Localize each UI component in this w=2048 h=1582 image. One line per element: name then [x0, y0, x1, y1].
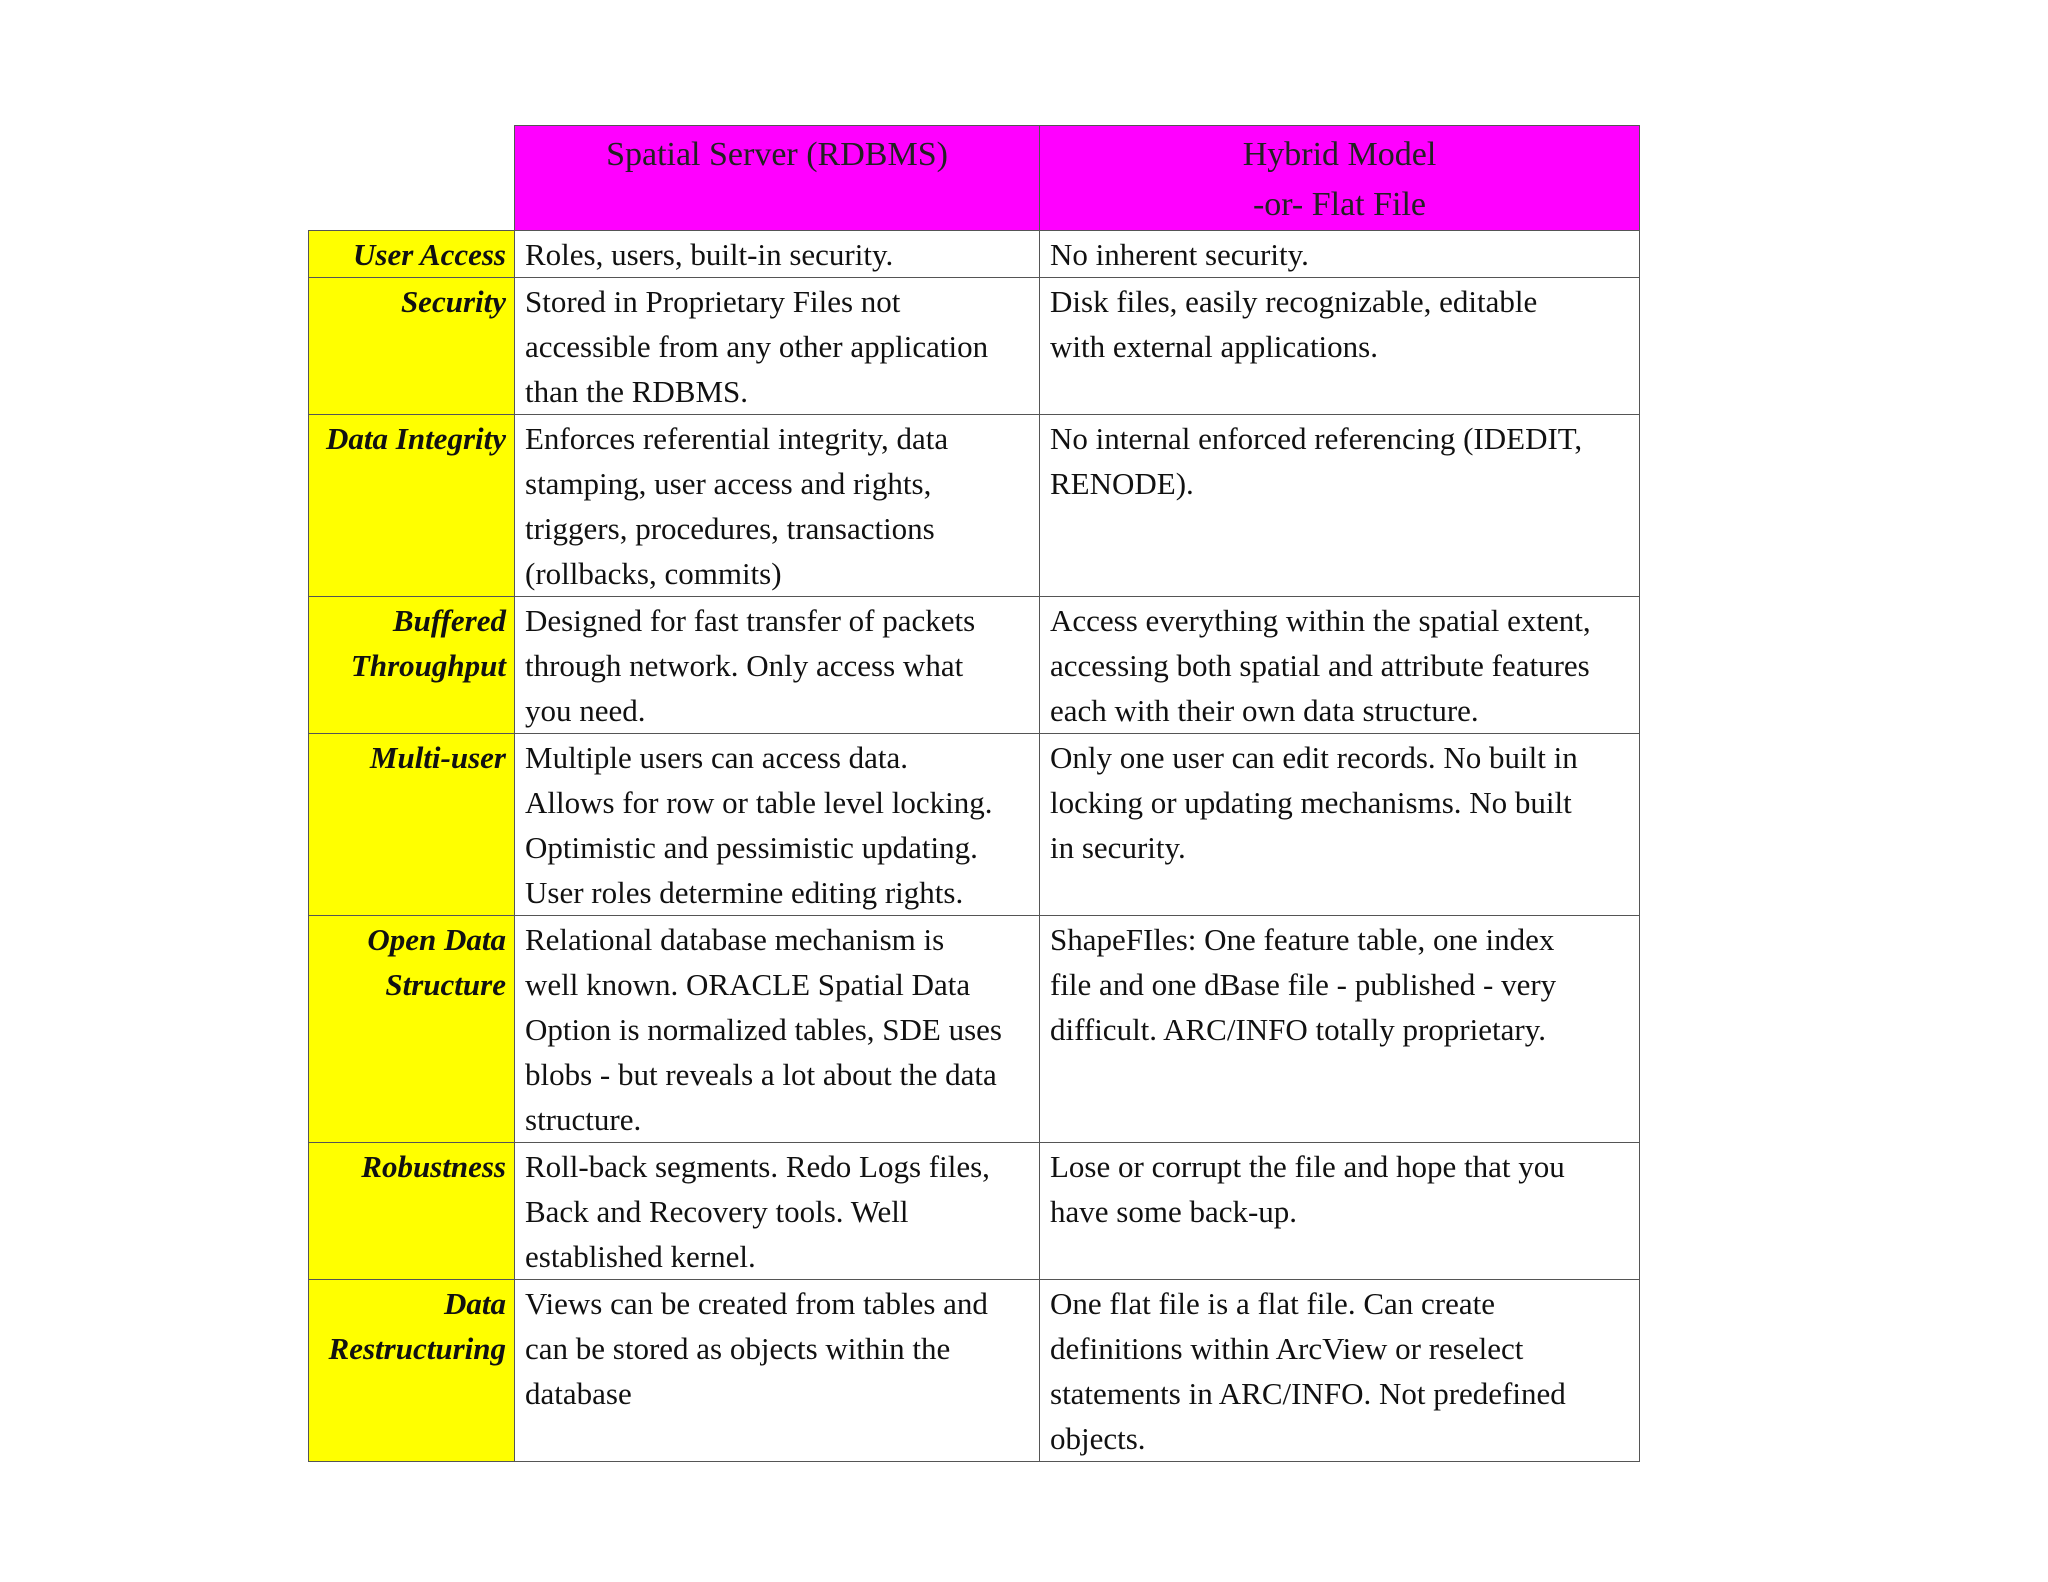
- cell-spatial-server: Roles, users, built-in security.: [515, 231, 1040, 278]
- header-hybrid-model: Hybrid Model -or- Flat File: [1040, 126, 1640, 231]
- cell-hybrid-model: Access everything within the spatial extent, accessing both spatial and attribute features each with their own data structure.: [1040, 597, 1640, 734]
- table-row: [309, 415, 1640, 597]
- row-label-robustness: Robustness: [309, 1143, 515, 1280]
- table-row: [309, 231, 1640, 278]
- cell-hybrid-model: Disk files, easily recognizable, editable with external applications.: [1040, 278, 1640, 415]
- row-label-security: Security: [309, 278, 515, 415]
- cell-spatial-server: Stored in Proprietary Files not accessible from any other application than the RDBMS.: [515, 278, 1040, 415]
- cell-hybrid-model: No internal enforced referencing (IDEDIT, RENODE).: [1040, 415, 1640, 597]
- cell-spatial-server: Multiple users can access data. Allows for row or table level locking. Optimistic and pessimistic updating. User roles determine editing rights.: [515, 734, 1040, 916]
- comparison-table-container: [308, 125, 1640, 1462]
- table-row: [309, 1143, 1640, 1280]
- row-label-buffered-throughput: Buffered Throughput: [309, 597, 515, 734]
- cell-hybrid-model: Lose or corrupt the file and hope that you have some back-up.: [1040, 1143, 1640, 1280]
- cell-spatial-server: Designed for fast transfer of packets through network. Only access what you need.: [515, 597, 1040, 734]
- header-corner-cell: [309, 126, 515, 231]
- table-row: [309, 278, 1640, 415]
- cell-hybrid-model: ShapeFIles: One feature table, one index file and one dBase file - published - very difficult. ARC/INFO totally proprietary.: [1040, 916, 1640, 1143]
- table-row: [309, 1280, 1640, 1462]
- row-label-open-data-structure: Open Data Structure: [309, 916, 515, 1143]
- table-row: [309, 597, 1640, 734]
- cell-spatial-server: Relational database mechanism is well known. ORACLE Spatial Data Option is normalized tables, SDE uses blobs - but reveals a lot about the data structure.: [515, 916, 1040, 1143]
- cell-spatial-server: Views can be created from tables and can be stored as objects within the database: [515, 1280, 1040, 1462]
- row-label-user-access: User Access: [309, 231, 515, 278]
- cell-spatial-server: Roll-back segments. Redo Logs files, Back and Recovery tools. Well established kernel.: [515, 1143, 1040, 1280]
- header-row: [309, 126, 1640, 231]
- cell-spatial-server: Enforces referential integrity, data stamping, user access and rights, triggers, procedures, transactions (rollbacks, commits): [515, 415, 1040, 597]
- comparison-table: [308, 125, 1640, 1462]
- row-label-multi-user: Multi-user: [309, 734, 515, 916]
- row-label-data-integrity: Data Integrity: [309, 415, 515, 597]
- cell-hybrid-model: Only one user can edit records. No built in locking or updating mechanisms. No built in security.: [1040, 734, 1640, 916]
- header-spatial-server: Spatial Server (RDBMS): [515, 126, 1040, 231]
- cell-hybrid-model: One flat file is a flat file. Can create definitions within ArcView or reselect statements in ARC/INFO. Not predefined objects.: [1040, 1280, 1640, 1462]
- table-row: [309, 916, 1640, 1143]
- cell-hybrid-model: No inherent security.: [1040, 231, 1640, 278]
- table-row: [309, 734, 1640, 916]
- row-label-data-restructuring: Data Restructuring: [309, 1280, 515, 1462]
